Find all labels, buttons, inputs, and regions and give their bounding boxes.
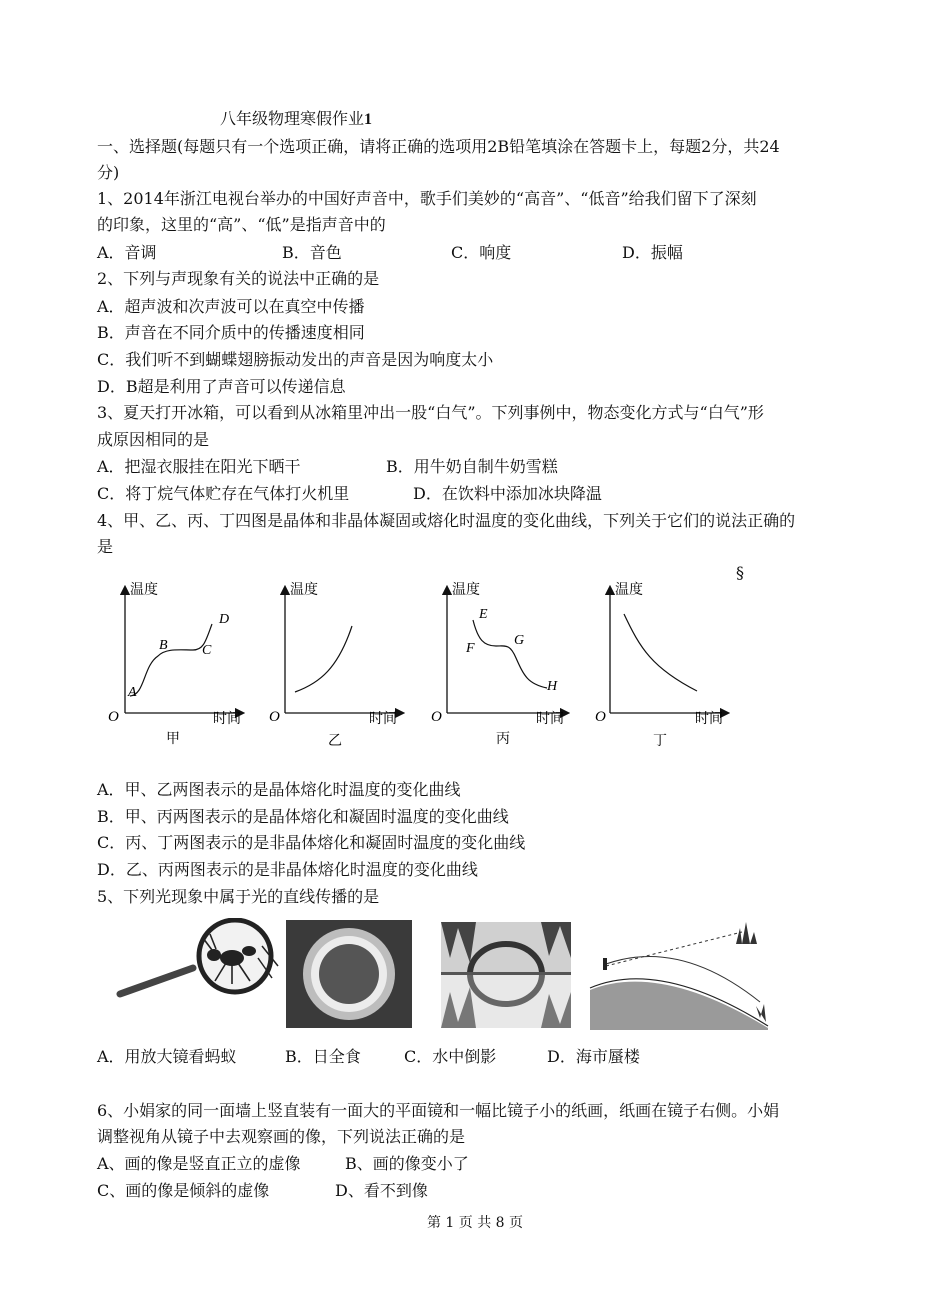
page-footer: 第 1 页 共 8 页 bbox=[426, 1215, 524, 1231]
q6-option-c[interactable]: C、画的像是倾斜的虚像 bbox=[97, 1181, 270, 1200]
solar-eclipse-image bbox=[286, 920, 412, 1028]
q1-options bbox=[97, 242, 683, 264]
q1-option-c[interactable]: C．响度 bbox=[451, 243, 512, 262]
q4-stem-line1: 4、甲、乙、丙、丁四图是晶体和非晶体凝固或熔化时温度的变化曲线，下列关于它们的说法正确的 bbox=[97, 511, 796, 530]
graph-ding-origin: O bbox=[595, 709, 606, 725]
graph-bing-xlabel: 时间 bbox=[536, 711, 564, 727]
q6-option-b[interactable]: B、画的像变小了 bbox=[345, 1154, 469, 1173]
q3-option-b[interactable]: B．用牛奶自制牛奶雪糕 bbox=[386, 457, 558, 476]
q6-stem-line2: 调整视角从镜子中去观察画的像，下列说法正确的是 bbox=[97, 1127, 466, 1146]
graph-bing-point-h: H bbox=[547, 679, 558, 694]
graph-bing-ylabel: 温度 bbox=[452, 582, 480, 598]
graph-yi bbox=[269, 581, 400, 749]
graph-yi-name: 乙 bbox=[328, 733, 342, 749]
q2-stem: 2、下列与声现象有关的说法中正确的是 bbox=[97, 269, 380, 288]
graph-jia-point-d: D bbox=[219, 612, 230, 627]
graph-bing bbox=[431, 581, 565, 747]
q1-option-b[interactable]: B．音色 bbox=[282, 243, 342, 262]
q5-stem: 5、下列光现象中属于光的直线传播的是 bbox=[97, 887, 380, 906]
q3-options-row2 bbox=[97, 483, 602, 505]
graph-jia-origin: O bbox=[108, 709, 119, 725]
graph-jia-point-a: A bbox=[128, 685, 137, 700]
graph-yi-origin: O bbox=[269, 709, 280, 725]
q3-option-d[interactable]: D．在饮料中添加冰块降温 bbox=[413, 484, 602, 503]
water-reflection-image bbox=[441, 922, 571, 1028]
graph-bing-point-f: F bbox=[466, 641, 475, 656]
q5-option-c[interactable]: C．水中倒影 bbox=[404, 1047, 497, 1066]
graph-jia-point-c: C bbox=[202, 643, 212, 658]
section-heading-line1: 一、选择题(每题只有一个选项正确，请将正确的选项用2B铅笔填涂在答题卡上，每题2分，共24 bbox=[97, 137, 780, 156]
graph-ding bbox=[595, 581, 725, 749]
graph-jia bbox=[108, 581, 241, 747]
q1-stem-line1: 1、2014年浙江电视台举办的中国好声音中，歌手们美妙的“高音”、“低音”给我们留下了深刻 bbox=[97, 189, 757, 208]
q6-options-row2 bbox=[97, 1180, 428, 1202]
q3-options-row1 bbox=[97, 456, 558, 478]
q2-option-a[interactable]: A．超声波和次声波可以在真空中传播 bbox=[97, 297, 365, 316]
q1-stem-line2: 的印象，这里的“高”、“低”是指声音中的 bbox=[97, 215, 386, 234]
q3-option-a[interactable]: A．把湿衣服挂在阳光下晒干 bbox=[97, 457, 301, 476]
graph-jia-xlabel: 时间 bbox=[213, 711, 241, 727]
q5-option-a[interactable]: A．用放大镜看蚂蚁 bbox=[97, 1047, 237, 1066]
q1-option-a[interactable]: A．音调 bbox=[97, 243, 157, 262]
section-mark: § bbox=[736, 563, 744, 582]
graph-ding-ylabel: 温度 bbox=[615, 582, 643, 598]
q2-option-b[interactable]: B．声音在不同介质中的传播速度相同 bbox=[97, 323, 365, 342]
q6-options-row1 bbox=[97, 1153, 469, 1175]
q3-option-c[interactable]: C．将丁烷气体贮存在气体打火机里 bbox=[97, 484, 350, 503]
graph-jia-name: 甲 bbox=[166, 731, 180, 747]
magnifier-ant-image bbox=[120, 920, 278, 994]
graph-bing-point-e: E bbox=[479, 607, 488, 622]
q3-stem-line2: 成原因相同的是 bbox=[97, 430, 210, 449]
title-number: 1 bbox=[364, 111, 373, 128]
title-text: 八年级物理寒假作业 bbox=[220, 109, 365, 128]
q6-option-a[interactable]: A、画的像是竖直正立的虚像 bbox=[97, 1154, 301, 1173]
graph-jia-point-b: B bbox=[159, 638, 168, 653]
page-title bbox=[220, 108, 372, 131]
q6-option-d[interactable]: D、看不到像 bbox=[335, 1181, 428, 1200]
q5-option-d[interactable]: D．海市蜃楼 bbox=[547, 1047, 640, 1066]
q1-option-d[interactable]: D．振幅 bbox=[622, 243, 683, 262]
q4-option-a[interactable]: A．甲、乙两图表示的是晶体熔化时温度的变化曲线 bbox=[97, 780, 461, 799]
q4-option-c[interactable]: C．丙、丁两图表示的是非晶体熔化和凝固时温度的变化曲线 bbox=[97, 833, 526, 852]
q2-option-d[interactable]: D．B超是利用了声音可以传递信息 bbox=[97, 377, 346, 396]
graph-ding-name: 丁 bbox=[653, 733, 667, 749]
section-heading-line2: 分) bbox=[97, 163, 120, 182]
q4-option-d[interactable]: D．乙、丙两图表示的是非晶体熔化时温度的变化曲线 bbox=[97, 860, 478, 879]
q2-option-c[interactable]: C．我们听不到蝴蝶翅膀振动发出的声音是因为响度太小 bbox=[97, 350, 494, 369]
q4-stem-line2: 是 bbox=[97, 537, 114, 556]
graph-bing-name: 丙 bbox=[496, 731, 510, 747]
graph-jia-ylabel: 温度 bbox=[130, 582, 158, 598]
q6-stem-line1: 6、小娟家的同一面墙上竖直装有一面大的平面镜和一幅比镜子小的纸画，纸画在镜子右侧。小娟 bbox=[97, 1101, 780, 1120]
q3-stem-line1: 3、夏天打开冰箱，可以看到从冰箱里冲出一股“白气”。下列事例中，物态变化方式与“白气”形 bbox=[97, 403, 764, 422]
q5-pictures bbox=[0, 918, 950, 1038]
q5-options bbox=[97, 1046, 640, 1068]
graph-ding-xlabel: 时间 bbox=[695, 711, 723, 727]
graph-bing-point-g: G bbox=[514, 633, 525, 648]
temperature-graphs bbox=[0, 568, 950, 768]
q5-option-b[interactable]: B．日全食 bbox=[285, 1047, 361, 1066]
graph-yi-ylabel: 温度 bbox=[290, 582, 318, 598]
q4-option-b[interactable]: B．甲、丙两图表示的是晶体熔化和凝固时温度的变化曲线 bbox=[97, 807, 509, 826]
graph-bing-origin: O bbox=[431, 709, 442, 725]
mirage-image bbox=[590, 922, 768, 1030]
graph-yi-xlabel: 时间 bbox=[369, 711, 397, 727]
